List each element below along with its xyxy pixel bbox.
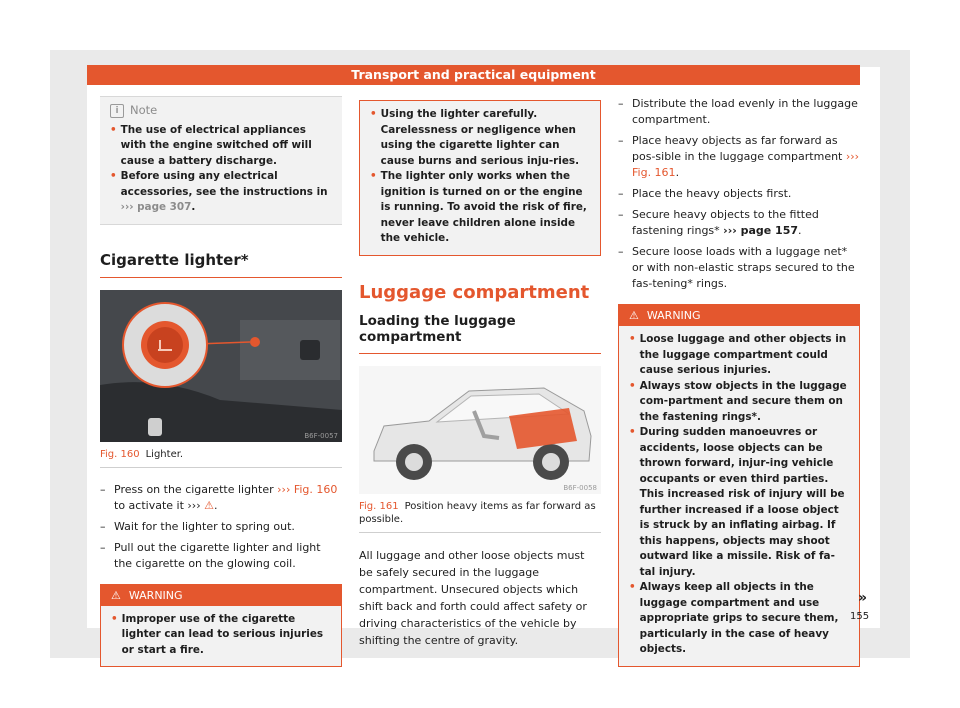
car-luggage-image: B6F-0058 xyxy=(359,366,601,494)
info-icon: i xyxy=(110,104,124,118)
warning-icon: ⚠ xyxy=(204,498,214,512)
page-number: 155 xyxy=(850,611,870,622)
section-title: Cigarette lighter* xyxy=(100,251,342,278)
list-item: – Place the heavy objects first. xyxy=(618,187,792,200)
warning-box-continued: • Using the lighter carefully. Carelessness or negligence when using the cigarette lighter can cause burns and serious inju-ries. • The lighter only works when the ignition is turned on or the engine is running. To avoid the risk of fire, never leave children alone inside the vehicle. xyxy=(359,100,601,256)
list-item: – Wait for the lighter to spring out. xyxy=(100,519,295,533)
fig-link[interactable]: ››› Fig. 161 xyxy=(632,150,860,179)
warning-icon: ⚠ xyxy=(111,588,121,602)
list-item: – Place heavy objects as far forward as pos-sible in the luggage compartment ››› Fig. 161. xyxy=(618,134,860,179)
warning-box: ⚠ WARNING • Loose luggage and other objects in the luggage compartment could cause serious injuries. • Always stow objects in the luggage com-partment and secure them on the fastening rings*. • During sudden manoeuvres or accidents, loose objects can be thrown forward, injur-ing vehicle occupants or even third parties. This increased risk of injury will be further increased if a loose object is struck by an inflating airbag. If this happens, objects may shoot outward like a missile. Risk of fa-tal injury. • Always keep all objects in the luggage compartment and use appropriate grips to secure them, particularly in the case of heavy objects. xyxy=(618,304,860,667)
note-item: • Before using any electrical accessories, see the instructions in ››› page 307. xyxy=(110,170,328,213)
column-middle xyxy=(359,100,601,649)
page-link[interactable]: ››› page 307 xyxy=(120,201,192,213)
list-item: – Distribute the load evenly in the luggage compartment. xyxy=(618,97,858,126)
luggage-steps xyxy=(618,96,860,292)
subsection-heading: Loading the luggage compartment xyxy=(359,313,601,354)
continue-marker: » xyxy=(858,590,868,606)
warning-box: ⚠ WARNING • Improper use of the cigarette lighter can lead to serious injuries or start a fire. xyxy=(100,584,342,668)
note-item: • The use of electrical appliances with the engine switched off will cause a battery discharge. xyxy=(110,123,312,167)
list-item: – Secure loose loads with a luggage net* or with non-elastic straps secured to the fas-tening* rings. xyxy=(618,245,855,290)
warning-icon: ⚠ xyxy=(629,309,639,322)
figure-161: B6F-0058 Fig. 161 Position heavy items as far forward as possible. xyxy=(359,366,601,533)
note-label: Note xyxy=(130,103,158,117)
list-item: – Secure heavy objects to the fitted fastening rings* ››› page 157. xyxy=(618,208,819,237)
column-right xyxy=(618,96,860,667)
list-item: – Press on the cigarette lighter ››› Fig. 160 to activate it ››› ⚠. xyxy=(100,482,338,512)
fig-link[interactable]: ››› Fig. 160 xyxy=(277,482,338,496)
body-paragraph: All luggage and other loose objects must be safely secured in the luggage compartment. Unsecured objects which shift back and forth could affect safety or driving characteristics of the vehicle by shifting the centre of gravity. xyxy=(359,548,587,647)
figure-160: B6F-0057 Fig. 160 Lighter. xyxy=(100,290,342,468)
page-header: Transport and practical equipment xyxy=(87,65,860,85)
note-box xyxy=(100,96,342,225)
cigarette-lighter-image: B6F-0057 xyxy=(100,290,342,442)
section-heading: Luggage compartment xyxy=(359,281,590,303)
column-left xyxy=(100,96,342,667)
lighter-steps xyxy=(100,482,342,572)
page-link[interactable]: ››› page 157 xyxy=(723,224,799,237)
list-item: – Pull out the cigarette lighter and light the cigarette on the glowing coil. xyxy=(100,540,321,570)
